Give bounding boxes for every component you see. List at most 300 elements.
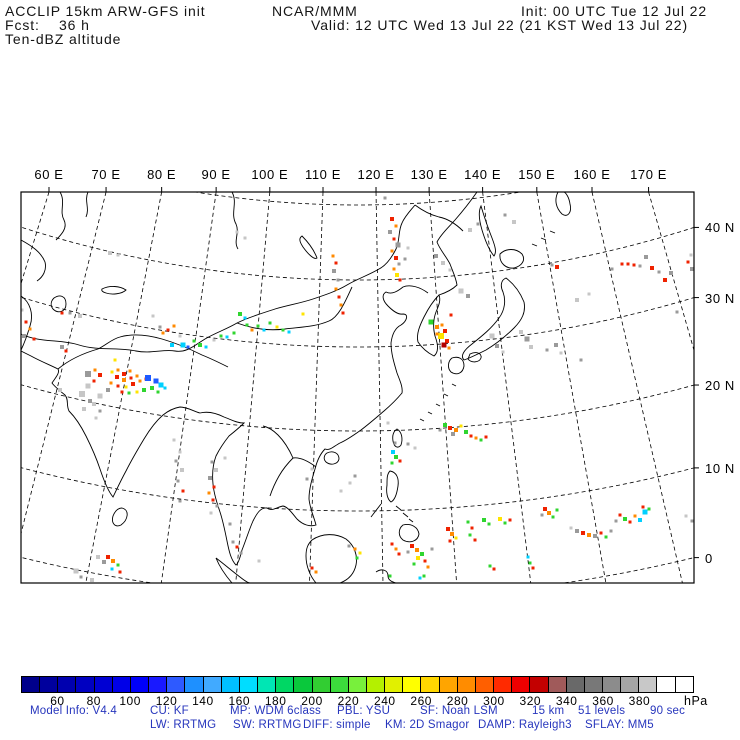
model-info-cu: CU: KF	[150, 705, 189, 717]
storm-cell	[588, 293, 591, 296]
storm-cell	[74, 569, 79, 574]
storm-cell	[552, 516, 555, 519]
storm-cell	[416, 556, 420, 560]
colorbar-cell-370	[621, 677, 639, 692]
storm-cell	[529, 345, 533, 349]
colorbar-cell-230	[367, 677, 385, 692]
storm-cell	[181, 343, 186, 348]
storm-cell	[477, 223, 480, 226]
storm-cell	[419, 577, 422, 580]
storm-cell	[581, 531, 585, 535]
storm-cell	[359, 552, 362, 555]
storm-cell	[212, 499, 215, 502]
storm-cell	[58, 388, 62, 392]
storm-cell	[621, 263, 624, 266]
meridian-70E	[9, 192, 106, 583]
storm-cell	[470, 435, 473, 438]
storm-cell	[22, 334, 26, 338]
coastline-path	[86, 192, 88, 217]
storm-cell	[394, 256, 398, 260]
storm-cell	[338, 296, 341, 299]
coastline-path	[387, 471, 399, 502]
storm-cell	[95, 417, 98, 420]
storm-cell	[556, 509, 559, 512]
coastline-path	[263, 426, 293, 458]
storm-cell	[390, 217, 394, 221]
storm-cell	[399, 460, 402, 463]
coastline-path	[399, 524, 419, 541]
coastline-path	[21, 205, 415, 352]
coastline-path	[550, 231, 555, 233]
storm-cell	[198, 343, 202, 347]
colorbar-cell-320	[530, 677, 548, 692]
meridian-150E	[537, 192, 606, 583]
storm-cell	[121, 391, 124, 394]
storm-cell	[413, 563, 416, 566]
coastline-path	[376, 570, 396, 583]
storm-cell	[29, 328, 32, 331]
storm-cell	[115, 375, 119, 379]
colorbar-label-200: 200	[301, 694, 323, 708]
storm-cell	[236, 231, 239, 234]
meridian-120E	[376, 192, 383, 583]
storm-cell	[407, 443, 410, 446]
storm-cell	[159, 326, 162, 329]
storm-cell	[110, 382, 113, 385]
colorbar-cell-80	[95, 677, 113, 692]
colorbar-cell-180	[276, 677, 294, 692]
storm-cell	[177, 480, 180, 483]
colorbar-cell-220	[349, 677, 367, 692]
storm-cell	[232, 541, 235, 544]
coastline-path	[436, 404, 440, 406]
lon-label-100E: 100 E	[251, 167, 289, 182]
coastline-path	[437, 192, 477, 295]
model-info-model-info: Model Info: V4.4	[30, 705, 117, 717]
parallel-30N	[0, 0, 740, 347]
storm-cell	[394, 442, 397, 445]
storm-cell	[276, 326, 279, 329]
lon-label-90E: 90 E	[201, 167, 231, 182]
storm-cell	[450, 314, 453, 317]
storm-cell	[335, 288, 338, 291]
lon-label-80E: 80 E	[147, 167, 177, 182]
storm-cell	[669, 271, 673, 275]
colorbar-cell-250	[403, 677, 421, 692]
storm-cell	[391, 250, 394, 253]
colorbar-cell-50	[40, 677, 58, 692]
storm-cell	[498, 517, 502, 521]
storm-cell	[395, 548, 398, 551]
colorbar-label-320: 320	[519, 694, 542, 708]
storm-cell	[512, 220, 516, 224]
storm-cell	[391, 543, 394, 546]
storm-cell	[448, 347, 451, 350]
colorbar-cell-150	[222, 677, 240, 692]
storm-cell	[139, 380, 142, 383]
colorbar-cell-400	[676, 677, 693, 692]
storm-cell	[108, 251, 112, 255]
storm-cell	[226, 336, 229, 339]
colorbar-cell-120	[167, 677, 185, 692]
storm-cell	[182, 490, 185, 493]
storm-cell	[122, 378, 126, 382]
coastline-path	[324, 452, 339, 464]
storm-cell	[111, 371, 114, 374]
storm-cell	[399, 279, 402, 282]
colorbar-label-160: 160	[228, 694, 251, 708]
storm-cell	[354, 475, 357, 478]
storm-cell	[434, 254, 438, 258]
storm-cell	[391, 450, 395, 454]
storm-cell	[469, 534, 472, 537]
storm-cell	[82, 407, 86, 411]
storm-cell	[446, 527, 450, 531]
lat-label-20N: 20 N	[705, 378, 735, 394]
storm-cell	[229, 523, 232, 526]
storm-cell	[442, 343, 447, 348]
storm-cell	[410, 544, 414, 548]
coastline-path	[216, 558, 250, 583]
colorbar-label-120: 120	[155, 694, 178, 708]
parallel-40N	[0, 0, 740, 280]
meridian-100E	[236, 192, 270, 583]
colorbar-label-140: 140	[192, 694, 214, 708]
model-info-15-km: 15 km	[532, 705, 565, 717]
storm-cell	[251, 329, 254, 332]
coastline-path	[452, 384, 456, 386]
storm-cell	[179, 335, 182, 338]
storm-cell	[205, 346, 208, 349]
storm-cell	[117, 385, 120, 388]
storm-cell	[575, 529, 579, 533]
storm-cell	[551, 264, 554, 267]
colorbar-cell-380	[639, 677, 657, 692]
lat-label-30N: 30 N	[705, 290, 735, 306]
storm-cell	[384, 197, 387, 200]
colorbar	[21, 676, 694, 693]
lon-label-170E: 170 E	[630, 167, 668, 182]
storm-cell	[555, 265, 559, 269]
storm-cell	[96, 555, 100, 559]
storm-cell	[175, 460, 178, 463]
storm-cell	[575, 298, 579, 302]
storm-cell	[415, 548, 419, 552]
storm-cell	[337, 279, 340, 282]
storm-cell	[623, 517, 627, 521]
storm-cell	[167, 329, 170, 332]
storm-cell	[629, 521, 632, 524]
colorbar-cell-60	[58, 677, 76, 692]
colorbar-label-380: 380	[628, 694, 651, 708]
storm-cell	[213, 339, 216, 342]
storm-cell	[443, 423, 447, 427]
storm-cell	[244, 237, 247, 240]
storm-cell	[117, 254, 120, 257]
storm-cell	[159, 383, 164, 388]
coastline-path	[500, 250, 524, 269]
lon-label-130E: 130 E	[410, 167, 448, 182]
storm-cell	[348, 545, 351, 548]
storm-cell	[414, 447, 417, 450]
storm-cell	[102, 560, 106, 564]
storm-cell	[560, 352, 563, 355]
storm-cell	[61, 312, 64, 315]
storm-cell	[129, 370, 132, 373]
colorbar-cell-390	[657, 677, 675, 692]
coastline-path	[306, 535, 357, 583]
colorbar-cell-240	[385, 677, 403, 692]
lat-label-40N: 40 N	[705, 220, 735, 236]
storm-cell	[431, 548, 434, 551]
meridian-130E	[429, 192, 456, 583]
storm-cell	[439, 429, 442, 432]
storm-cell	[332, 269, 336, 273]
storm-cell	[658, 271, 661, 274]
storm-cell	[80, 576, 83, 579]
storm-cell	[495, 344, 499, 348]
storm-cell	[490, 334, 495, 339]
colorbar-cell-200	[313, 677, 331, 692]
storm-cell	[389, 575, 392, 578]
colorbar-cell-100	[131, 677, 149, 692]
storm-cell	[489, 565, 492, 568]
storm-cell	[466, 294, 470, 298]
storm-cell	[111, 568, 114, 571]
storm-cell	[502, 351, 505, 354]
storm-cell	[493, 568, 496, 571]
colorbar-cell-140	[204, 677, 222, 692]
storm-cell	[224, 457, 227, 460]
storm-cell	[236, 546, 239, 549]
storm-cell	[427, 566, 430, 569]
storm-cell	[170, 343, 174, 347]
storm-cell	[246, 324, 249, 327]
storm-cell	[69, 312, 72, 315]
storm-cell	[173, 439, 176, 442]
colorbar-cell-280	[458, 677, 476, 692]
storm-cell	[356, 557, 359, 560]
coastline-path	[428, 412, 432, 414]
model-info-mp: MP: WDM 6class	[230, 705, 321, 717]
storm-cell	[302, 313, 305, 316]
storm-cell	[119, 571, 122, 574]
storm-cell	[547, 511, 551, 515]
storm-cell	[554, 343, 558, 347]
storm-cell	[210, 512, 213, 515]
coastline-path	[409, 519, 413, 522]
storm-cell	[633, 264, 636, 267]
model-info-km: KM: 2D Smagor	[385, 719, 470, 731]
colorbar-cell-170	[258, 677, 276, 692]
storm-cell	[211, 461, 214, 464]
model-info-sflay: SFLAY: MM5	[585, 719, 654, 731]
storm-cell	[65, 350, 68, 353]
storm-cell	[152, 315, 155, 318]
storm-cell	[395, 273, 399, 277]
storm-cell	[164, 387, 167, 390]
model-info-damp: DAMP: Rayleigh3	[478, 719, 572, 731]
storm-cell	[398, 263, 401, 266]
storm-cell	[663, 278, 667, 282]
storm-cell	[643, 510, 648, 515]
storm-cell	[687, 261, 690, 264]
storm-cell	[525, 337, 530, 342]
storm-cell	[467, 521, 470, 524]
storm-cell	[173, 325, 176, 328]
colorbar-cell-260	[421, 677, 439, 692]
colorbar-cell-40	[22, 677, 40, 692]
storm-cell	[407, 247, 410, 250]
storm-cell	[180, 468, 184, 472]
colorbar-cell-300	[494, 677, 512, 692]
lat-label-0: 0	[705, 550, 713, 566]
storm-cell	[88, 399, 92, 403]
storm-cell	[311, 567, 314, 570]
storm-cell	[448, 426, 452, 430]
coastline-path	[415, 205, 463, 231]
storm-cell	[429, 320, 434, 325]
colorbar-cell-70	[76, 677, 94, 692]
coastline-path	[556, 192, 571, 215]
storm-cell	[335, 262, 338, 265]
lat-label-10N: 10 N	[705, 460, 735, 476]
storm-cell	[342, 312, 345, 315]
storm-cell	[424, 560, 427, 563]
meridian-90E	[161, 192, 216, 583]
parallel-50N	[0, 0, 740, 205]
storm-cell	[459, 289, 464, 294]
storm-cell	[114, 359, 117, 362]
storm-cell	[627, 263, 630, 266]
storm-cell	[150, 386, 154, 390]
storm-cell	[441, 324, 444, 327]
storm-cell	[685, 515, 688, 518]
storm-cell	[455, 537, 458, 540]
colorbar-cell-130	[185, 677, 203, 692]
coastline-path	[532, 244, 537, 246]
storm-cell	[387, 422, 390, 425]
storm-cell	[509, 519, 512, 522]
coastline-path	[270, 458, 316, 496]
storm-cell	[244, 317, 247, 320]
coastline-path	[420, 419, 424, 421]
storm-cell	[111, 559, 115, 563]
lon-label-140E: 140 E	[464, 167, 502, 182]
storm-cell	[650, 266, 654, 270]
storm-cell	[480, 439, 483, 442]
coastline-path	[21, 286, 428, 565]
lon-label-70E: 70 E	[91, 167, 121, 182]
storm-cell	[464, 430, 468, 434]
storm-cell	[519, 330, 523, 334]
storm-cell	[648, 508, 651, 511]
storm-cell	[395, 225, 398, 228]
storm-cell	[619, 514, 622, 517]
storm-cell	[78, 314, 82, 318]
storm-cell	[485, 436, 488, 439]
storm-cell	[99, 410, 102, 413]
storm-cell	[451, 432, 455, 436]
storm-cell	[130, 377, 133, 380]
storm-cell	[443, 329, 447, 333]
storm-cell	[136, 391, 139, 394]
storm-cell	[117, 564, 120, 567]
storm-cell	[106, 555, 110, 559]
storm-cell	[388, 230, 392, 234]
storm-cell	[639, 265, 642, 268]
storm-cell	[610, 530, 613, 533]
colorbar-label-80: 80	[86, 694, 101, 708]
storm-cell	[60, 345, 64, 349]
storm-cell	[691, 520, 694, 523]
coastline-path	[300, 236, 317, 258]
colorbar-label-340: 340	[555, 694, 578, 708]
storm-cell	[468, 228, 472, 232]
colorbar-label-180: 180	[264, 694, 287, 708]
storm-cell	[532, 567, 535, 570]
storm-cell	[122, 372, 126, 376]
storm-cell	[269, 322, 272, 325]
colorbar-cell-110	[149, 677, 167, 692]
storm-cell	[208, 476, 212, 480]
storm-cell	[398, 553, 401, 556]
storm-cell	[690, 254, 693, 257]
storm-cell	[94, 369, 97, 372]
storm-cell	[263, 329, 266, 332]
colorbar-cell-270	[440, 677, 458, 692]
storm-cell	[340, 304, 343, 307]
model-info-lw: LW: RRTMG	[150, 719, 217, 731]
coastline-path	[237, 287, 352, 330]
storm-cell	[570, 527, 573, 530]
storm-cell	[474, 539, 477, 542]
storm-cell	[142, 388, 146, 392]
coastline-path	[479, 206, 495, 256]
colorbar-label-100: 100	[119, 694, 141, 708]
colorbar-label-240: 240	[374, 694, 396, 708]
coastline-path	[232, 192, 238, 249]
storm-cell	[527, 556, 530, 559]
init-time: Init: 00 UTC Tue 12 Jul 22	[521, 3, 708, 19]
coastline-path	[444, 394, 448, 396]
storm-cell	[179, 451, 182, 454]
colorbar-cell-330	[549, 677, 567, 692]
storm-cell	[90, 578, 94, 582]
storm-cell	[407, 551, 410, 554]
storm-cell	[450, 532, 454, 536]
colorbar-cell-310	[512, 677, 530, 692]
axis-ticks	[49, 187, 699, 558]
storm-cell	[98, 394, 103, 399]
colorbar-cell-340	[567, 677, 585, 692]
storm-cell	[600, 532, 603, 535]
storm-cell	[449, 269, 452, 272]
storm-cell	[214, 468, 218, 472]
storm-cell	[393, 238, 396, 241]
storm-cell	[475, 437, 478, 440]
meridian-60E	[0, 192, 49, 583]
coastline-path	[396, 506, 401, 510]
storm-cell	[420, 552, 424, 556]
storm-cell	[445, 339, 449, 343]
storm-cell	[394, 455, 398, 459]
storm-cell	[504, 214, 507, 217]
storm-cell	[258, 560, 261, 563]
colorbar-label-360: 360	[592, 694, 614, 708]
storm-cell	[106, 388, 110, 392]
storm-cell	[193, 340, 196, 343]
